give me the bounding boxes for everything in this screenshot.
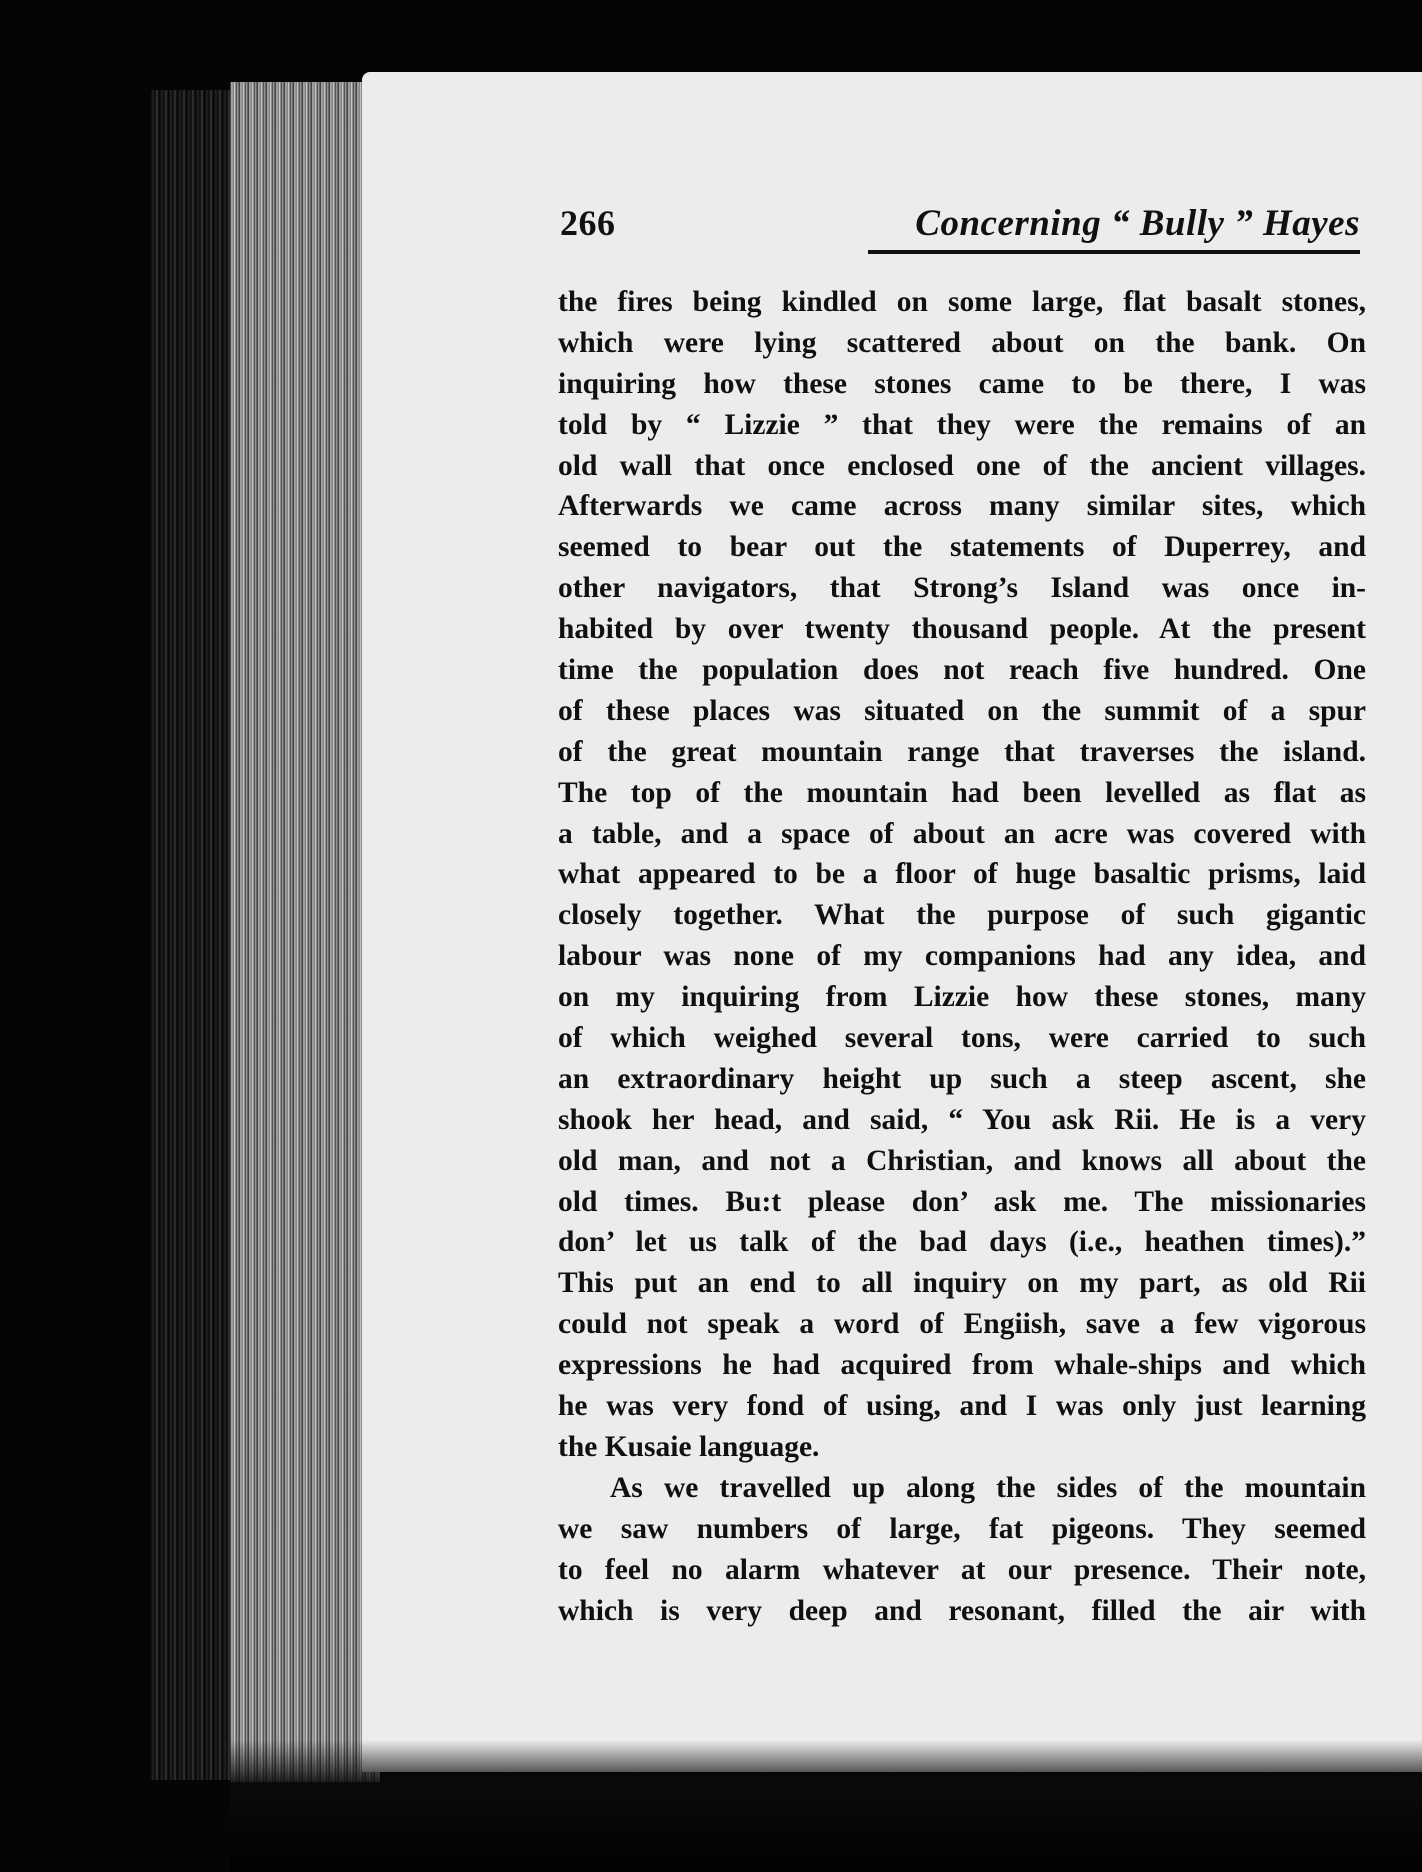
text-line: a table, and a space of about an acre was covered with bbox=[558, 817, 1366, 850]
paragraph-1 bbox=[558, 282, 1366, 1468]
text-line: an extraordinary height up such a steep ascent, she bbox=[558, 1062, 1366, 1095]
text-line: could not speak a word of Engiish, save a few vigorous bbox=[558, 1308, 1366, 1341]
text-line: on my inquiring from Lizzie how these stones, many bbox=[558, 981, 1366, 1014]
text-line: Afterwards we came across many similar sites, which bbox=[558, 490, 1366, 523]
text-line: to feel no alarm whatever at our presence. Their note, bbox=[558, 1553, 1366, 1586]
text-line: shook her head, and said, “ You ask Rii. He is a very bbox=[558, 1103, 1366, 1136]
body-text bbox=[558, 282, 1366, 1631]
bottom-shadow bbox=[230, 1740, 1422, 1872]
text-line: of which weighed several tons, were carried to such bbox=[558, 1022, 1366, 1055]
text-line: what appeared to be a floor of huge basaltic prisms, laid bbox=[558, 858, 1366, 891]
text-line: This put an end to all inquiry on my part, as old Rii bbox=[558, 1267, 1366, 1300]
text-line: of these places was situated on the summit of a spur bbox=[558, 694, 1366, 727]
text-line: we saw numbers of large, fat pigeons. They seemed bbox=[558, 1512, 1366, 1545]
text-line: told by “ Lizzie ” that they were the remains of an bbox=[558, 408, 1366, 441]
header-underline bbox=[868, 250, 1360, 254]
text-line: labour was none of my companions had any idea, and bbox=[558, 940, 1366, 973]
running-title: Concerning “ Bully ” Hayes bbox=[915, 203, 1360, 244]
book-page-edges bbox=[230, 82, 380, 1782]
text-line: he was very fond of using, and I was only just learning bbox=[558, 1390, 1366, 1423]
text-line: don’ let us talk of the bad days (i.e., heathen times).” bbox=[558, 1226, 1366, 1259]
text-line: The top of the mountain had been levelled as flat as bbox=[558, 776, 1366, 809]
text-line: inquiring how these stones came to be there, I was bbox=[558, 367, 1366, 400]
page-number: 266 bbox=[560, 203, 616, 243]
text-line: closely together. What the purpose of such gigantic bbox=[558, 899, 1366, 932]
text-line: the Kusaie language. bbox=[558, 1430, 820, 1463]
text-line: habited by over twenty thousand people. At the present bbox=[558, 613, 1366, 646]
text-line: the fires being kindled on some large, flat basalt stones, bbox=[558, 286, 1366, 318]
paragraph-2 bbox=[558, 1468, 1366, 1632]
text-line: old wall that once enclosed one of the ancient villages. bbox=[558, 449, 1366, 482]
text-line: of the great mountain range that traverses the island. bbox=[558, 735, 1366, 768]
text-line: time the population does not reach five hundred. One bbox=[558, 654, 1366, 687]
book-edge-shadow bbox=[150, 90, 240, 1780]
text-line: expressions he had acquired from whale-ships and which bbox=[558, 1349, 1366, 1382]
text-line: old man, and not a Christian, and knows all about the bbox=[558, 1144, 1366, 1177]
text-line: which were lying scattered about on the bank. On bbox=[558, 326, 1366, 359]
text-line: other navigators, that Strong’s Island was once in- bbox=[558, 572, 1366, 605]
text-line: old times. Bu:t please don’ ask me. The missionaries bbox=[558, 1185, 1366, 1218]
text-line: As we travelled up along the sides of the mountain bbox=[610, 1471, 1366, 1504]
text-line: seemed to bear out the statements of Duperrey, and bbox=[558, 531, 1366, 564]
text-line: which is very deep and resonant, filled the air with bbox=[558, 1594, 1366, 1627]
